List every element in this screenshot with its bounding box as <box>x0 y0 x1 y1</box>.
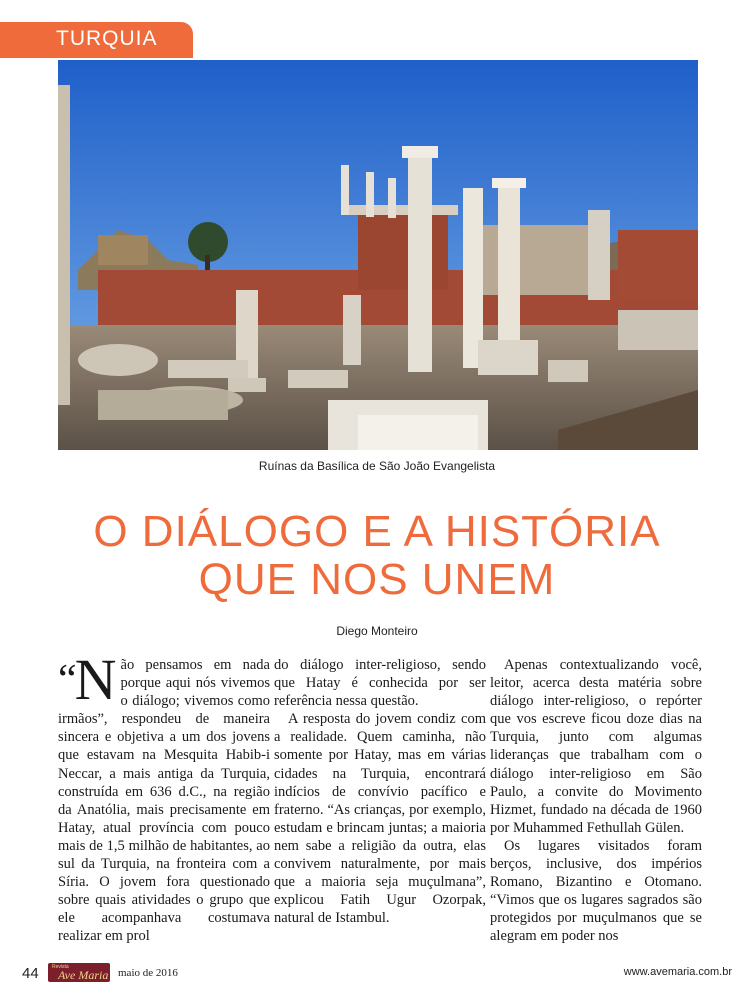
page-footer <box>0 963 754 993</box>
article-column-3 <box>490 656 702 946</box>
article-column-1 <box>58 647 270 946</box>
photo-caption: Ruínas da Basílica de São João Evangelista <box>258 459 496 473</box>
paragraph: Os lugares visitados foram berços, inclusive, dos impérios Romano, Bizantino e Otomano. “Vimos que os lugares sagrados são protegidos por muçulmanos que se alegram em poder nos <box>490 837 702 945</box>
open-quote-glyph: “ <box>58 657 77 703</box>
title-line-1: O DIÁLOGO E A HISTÓRIA <box>93 507 661 556</box>
section-label: TURQUIA <box>56 27 158 50</box>
article-title <box>0 508 754 604</box>
title-line-2: QUE NOS UNEM <box>198 555 556 604</box>
magazine-logo <box>48 963 110 982</box>
paragraph: Apenas contextualizando você, leitor, acerca desta matéria sobre diálogo inter-religioso, o repórter que vos escreve ficou doze dias na Turquia, junto com algumas lideranças que trabalham com o diálogo inter-religioso em São Paulo, a convite do Movimento Hizmet, fundado na década de 1960 por Muhammed Fethullah Gülen. <box>490 657 702 836</box>
paragraph: A resposta do jovem condiz com a realidade. Quem caminha, não somente por Hatay, mas em várias cidades na Turquia, encontrará indícios de convívio pacífico e fraterno. “As crianças, por exemplo, estudam e brincam juntas; a maioria nem sabe a religião da outra, elas convivem naturalmente, por mais que a maioria seja muçulmana”, explicou Fatih Ugur Ozorpak, natural de Istambul. <box>274 711 486 927</box>
basilica-ruins-photo <box>58 60 698 450</box>
issue-date: maio de 2016 <box>118 967 178 979</box>
section-tab <box>0 22 193 58</box>
drop-cap <box>58 647 117 712</box>
page-number: 44 <box>22 965 39 982</box>
drop-cap-letter: N <box>74 647 117 712</box>
paragraph: do diálogo inter-religioso, sendo que Hatay é conhecida por ser referência nessa questão. <box>274 657 486 710</box>
paragraph: ão pensamos em nada porque aqui nós vivemos o diálogo; vivemos como irmãos”, respondeu de maneira sincera e objetiva a um dos jovens que estavam na Mesquita Habib-i Neccar, a mais antiga da Turquia, construída em 636 d.C., na região da Anatólia, mais precisamente em Hatay, atual província com pouco mais de 1,5 milhão de habitantes, ao sul da Turquia, na fronteira com a Síria. O jovem fora questionado sobre quais atividades o grupo que ele acompanhava costumava realizar em prol <box>58 657 270 945</box>
logo-small-text: Revista <box>52 964 69 970</box>
article-column-2 <box>274 656 486 927</box>
logo-text: Ave Maria <box>58 968 109 982</box>
author-byline: Diego Monteiro <box>336 624 418 638</box>
website-link[interactable]: www.avemaria.com.br <box>623 966 732 978</box>
